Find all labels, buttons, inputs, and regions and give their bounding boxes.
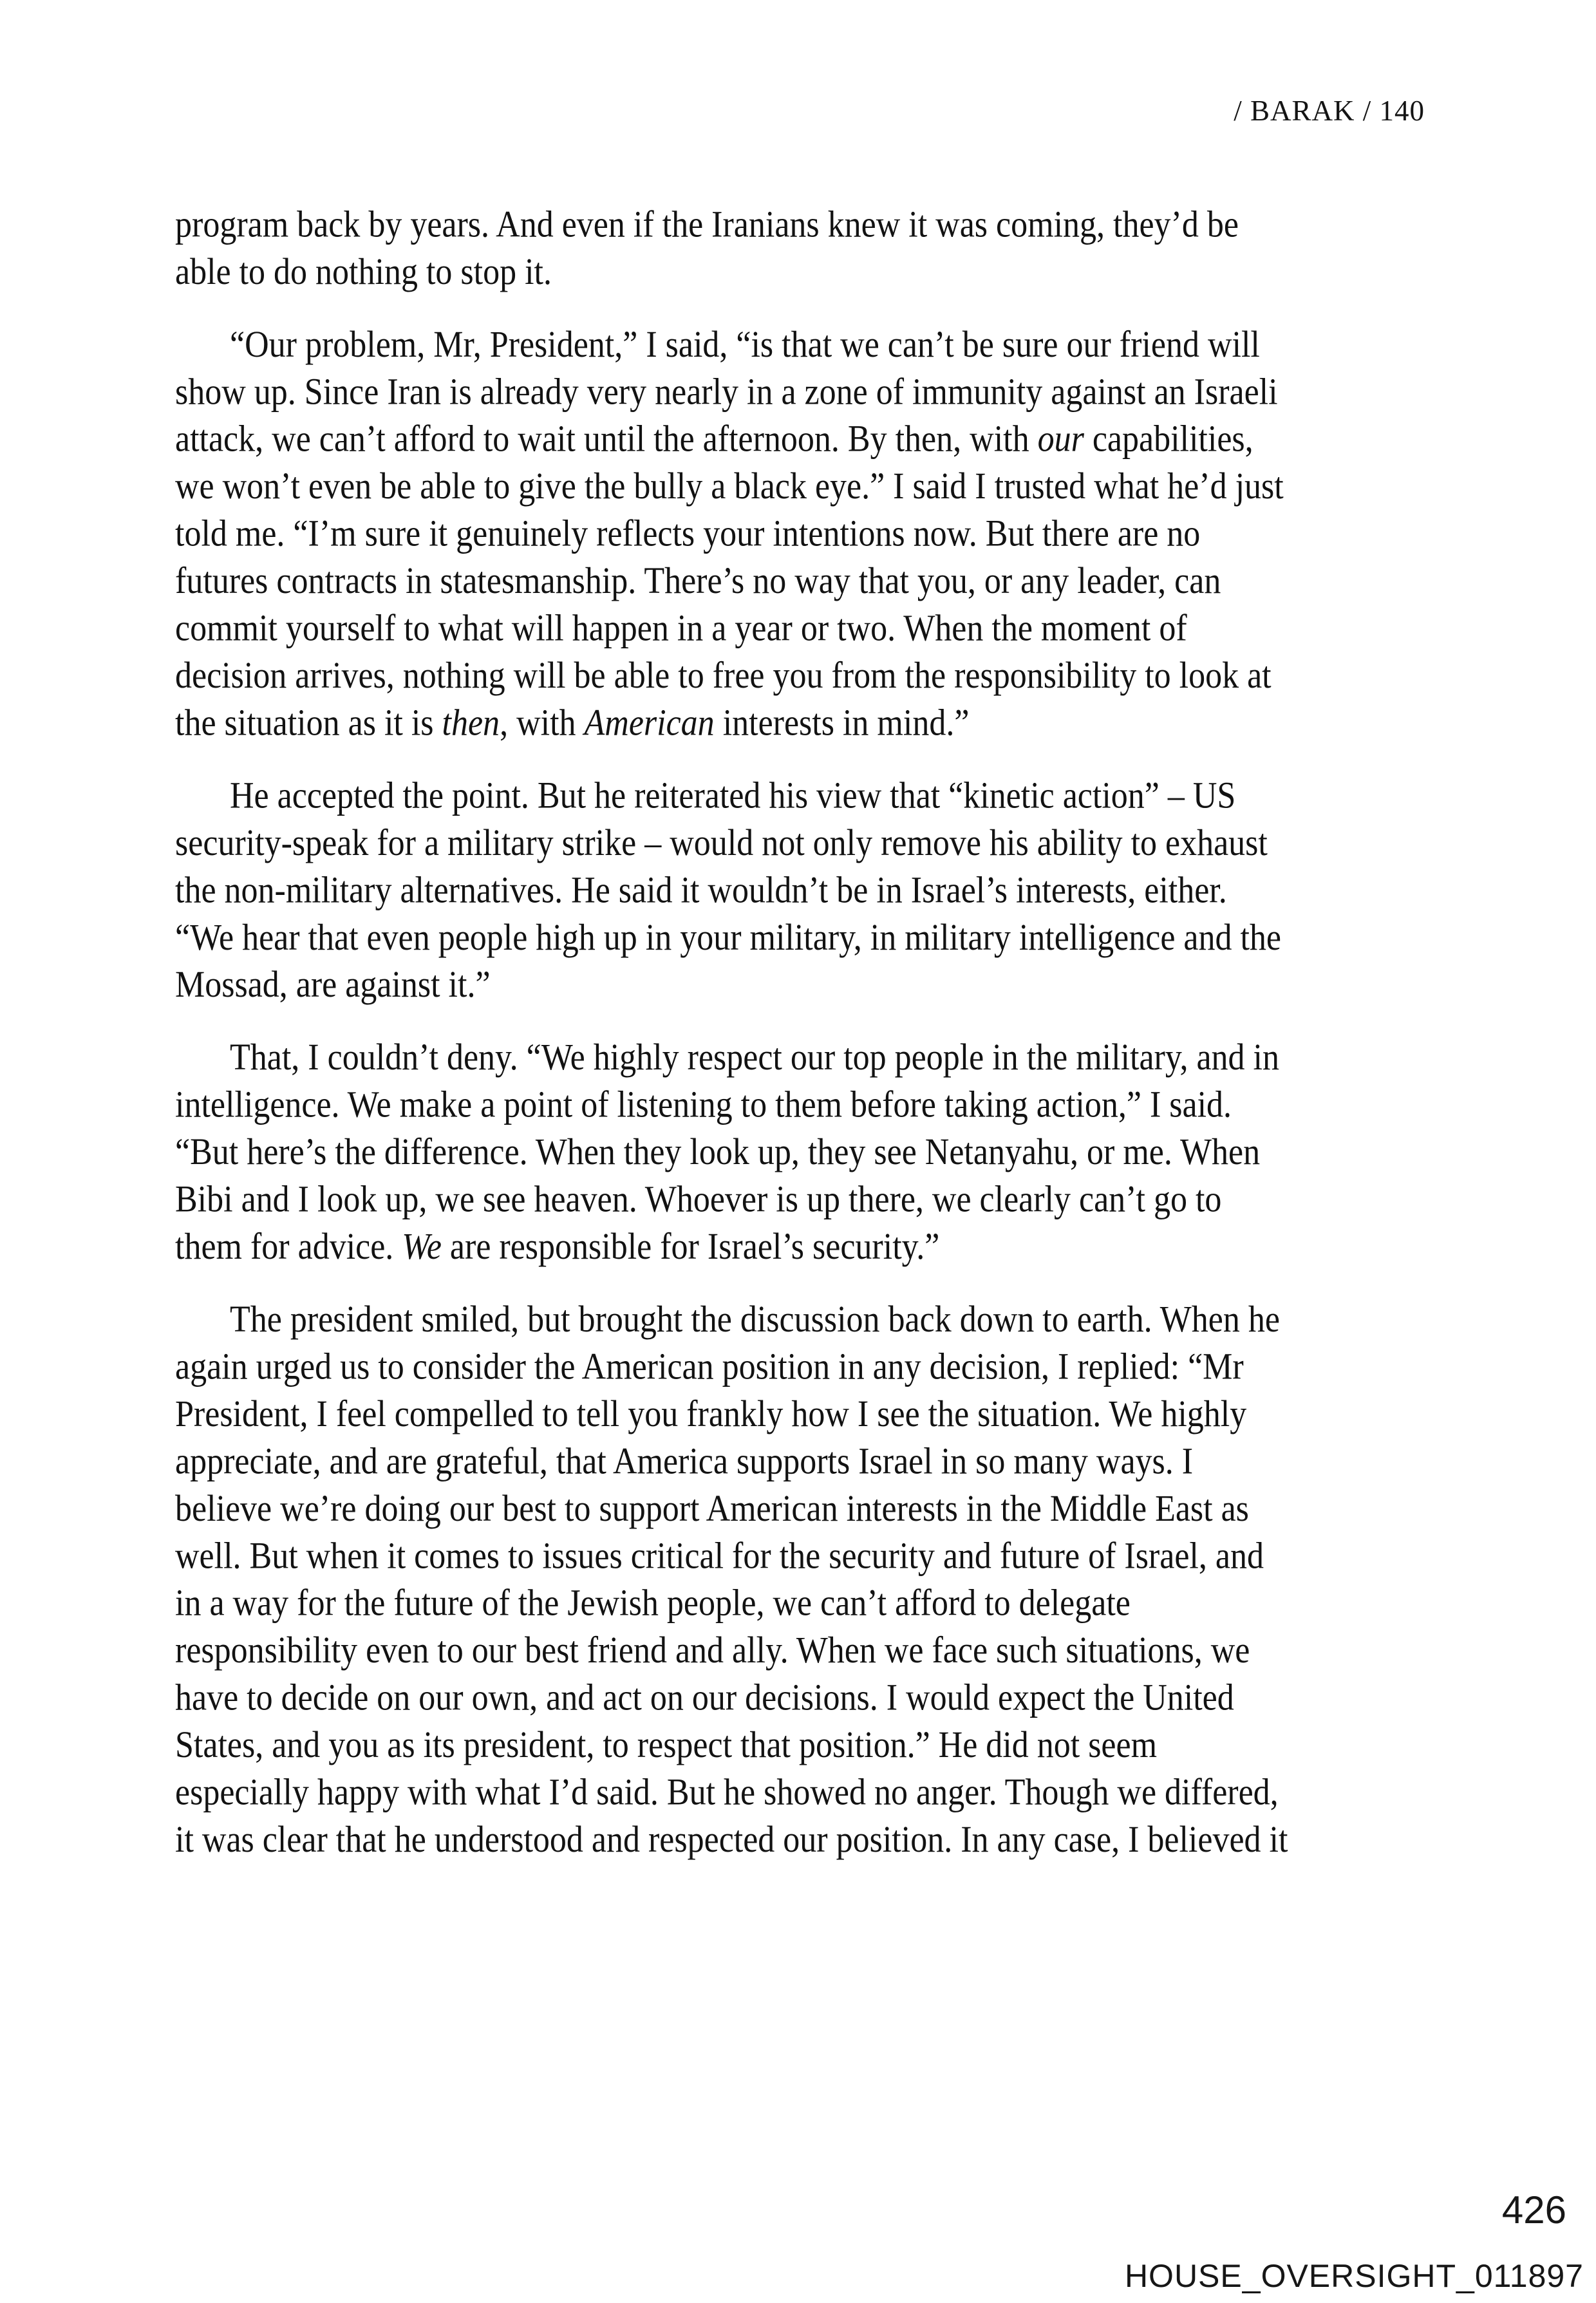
- text-line: [175, 201, 1488, 248]
- text-line: [175, 1391, 1488, 1438]
- text-segment: it was clear that he understood and respected our position. In any case, I believed it: [175, 1819, 1288, 1861]
- text-line: [175, 1034, 1488, 1081]
- text-line: [175, 1296, 1488, 1343]
- text-line: [175, 652, 1488, 699]
- text-segment: show up. Since Iran is already very nearly in a zone of immunity against an Israeli: [175, 371, 1278, 413]
- text-line: [175, 1081, 1488, 1128]
- text-segment: appreciate, and are grateful, that America supports Israel in so many ways. I: [175, 1440, 1194, 1482]
- text-segment: Bibi and I look up, we see heaven. Whoever is up there, we clearly can’t go to: [175, 1178, 1222, 1221]
- text-segment: interests in mind.”: [714, 702, 970, 744]
- text-line: [175, 1769, 1488, 1816]
- text-segment: we won’t even be able to give the bully a black eye.” I said I trusted what he’d just: [175, 465, 1284, 507]
- text-segment: , with: [500, 702, 585, 744]
- text-segment: intelligence. We make a point of listening to them before taking action,” I said.: [175, 1084, 1232, 1126]
- text-segment: especially happy with what I’d said. But he showed no anger. Though we differed,: [175, 1771, 1279, 1814]
- text-line: [175, 820, 1488, 867]
- text-line: [175, 1722, 1488, 1769]
- text-line: [175, 1485, 1488, 1532]
- text-segment: He accepted the point. But he reiterated his view that “kinetic action” – US: [230, 775, 1236, 816]
- text-line: [175, 1627, 1488, 1674]
- running-header: / BARAK / 140: [1234, 95, 1425, 127]
- text-segment: “But here’s the difference. When they look up, they see Netanyahu, or me. When: [175, 1131, 1261, 1173]
- text-segment: capabilities,: [1084, 418, 1253, 460]
- text-line: [175, 368, 1488, 415]
- text-line: [175, 1129, 1488, 1176]
- text-line: [175, 1176, 1488, 1223]
- text-line: [175, 914, 1488, 961]
- text-segment: “Our problem, Mr, President,” I said, “is that we can’t be sure our friend will: [230, 323, 1260, 366]
- text-line: [175, 1674, 1488, 1721]
- text-line: [175, 463, 1488, 510]
- paragraph: [175, 772, 1488, 1008]
- text-segment: have to decide on our own, and act on our decisions. I would expect the United: [175, 1677, 1234, 1719]
- text-line: [175, 1816, 1488, 1863]
- text-segment: attack, we can’t afford to wait until the afternoon. By then, with: [175, 418, 1038, 460]
- text-segment: the situation as it is: [175, 702, 442, 744]
- text-segment: able to do nothing to stop it.: [175, 250, 552, 293]
- text-line: [175, 867, 1488, 914]
- text-line: [175, 1532, 1488, 1579]
- text-segment: The president smiled, but brought the discussion back down to earth. When he: [230, 1299, 1280, 1340]
- text-segment: President, I feel compelled to tell you frankly how I see the situation. We highly: [175, 1393, 1247, 1435]
- paragraph: [175, 321, 1488, 746]
- text-segment: program back by years. And even if the Iranians knew it was coming, they’d be: [175, 203, 1239, 245]
- text-line: [175, 961, 1488, 1008]
- text-line: [175, 772, 1488, 819]
- text-line: [175, 699, 1488, 746]
- page-number: 426: [1501, 2188, 1566, 2232]
- text-line: [175, 510, 1488, 557]
- text-segment: are responsible for Israel’s security.”: [441, 1226, 940, 1268]
- italic-text-segment: We: [402, 1226, 442, 1268]
- bates-stamp: HOUSE_OVERSIGHT_011897: [1124, 2258, 1584, 2294]
- document-body: [175, 201, 1488, 1863]
- text-line: [175, 415, 1488, 462]
- text-segment: security-speak for a military strike – would not only remove his ability to exhaust: [175, 822, 1268, 864]
- paragraph: [175, 1296, 1488, 1863]
- text-segment: believe we’re doing our best to support American interests in the Middle East as: [175, 1487, 1249, 1530]
- text-line: [175, 248, 1488, 295]
- text-segment: That, I couldn’t deny. “We highly respect our top people in the military, and in: [230, 1037, 1280, 1078]
- text-segment: in a way for the future of the Jewish people, we can’t afford to delegate: [175, 1582, 1131, 1624]
- paragraph: [175, 1034, 1488, 1270]
- text-segment: States, and you as its president, to respect that position.” He did not seem: [175, 1724, 1158, 1766]
- text-segment: the non-military alternatives. He said it wouldn’t be in Israel’s interests, either.: [175, 869, 1227, 911]
- text-line: [175, 1343, 1488, 1390]
- text-segment: them for advice.: [175, 1226, 402, 1268]
- text-line: [175, 1579, 1488, 1626]
- italic-text-segment: then: [442, 702, 500, 744]
- italic-text-segment: our: [1037, 418, 1084, 460]
- paragraph: [175, 201, 1488, 296]
- text-line: [175, 321, 1488, 368]
- text-segment: commit yourself to what will happen in a year or two. When the moment of: [175, 607, 1187, 650]
- italic-text-segment: American: [584, 702, 715, 744]
- text-line: [175, 1438, 1488, 1485]
- text-segment: “We hear that even people high up in your military, in military intelligence and the: [175, 916, 1282, 959]
- text-segment: told me. “I’m sure it genuinely reflects your intentions now. But there are no: [175, 512, 1201, 555]
- text-segment: well. But when it comes to issues critical for the security and future of Israel, and: [175, 1535, 1264, 1577]
- text-segment: responsibility even to our best friend and ally. When we face such situations, we: [175, 1630, 1250, 1671]
- text-segment: decision arrives, nothing will be able to free you from the responsibility to look at: [175, 655, 1272, 697]
- text-segment: again urged us to consider the American position in any decision, I replied: “Mr: [175, 1346, 1244, 1388]
- text-line: [175, 1223, 1488, 1270]
- text-segment: Mossad, are against it.”: [175, 964, 491, 1006]
- text-line: [175, 558, 1488, 605]
- text-segment: futures contracts in statesmanship. There’s no way that you, or any leader, can: [175, 560, 1221, 602]
- text-line: [175, 605, 1488, 652]
